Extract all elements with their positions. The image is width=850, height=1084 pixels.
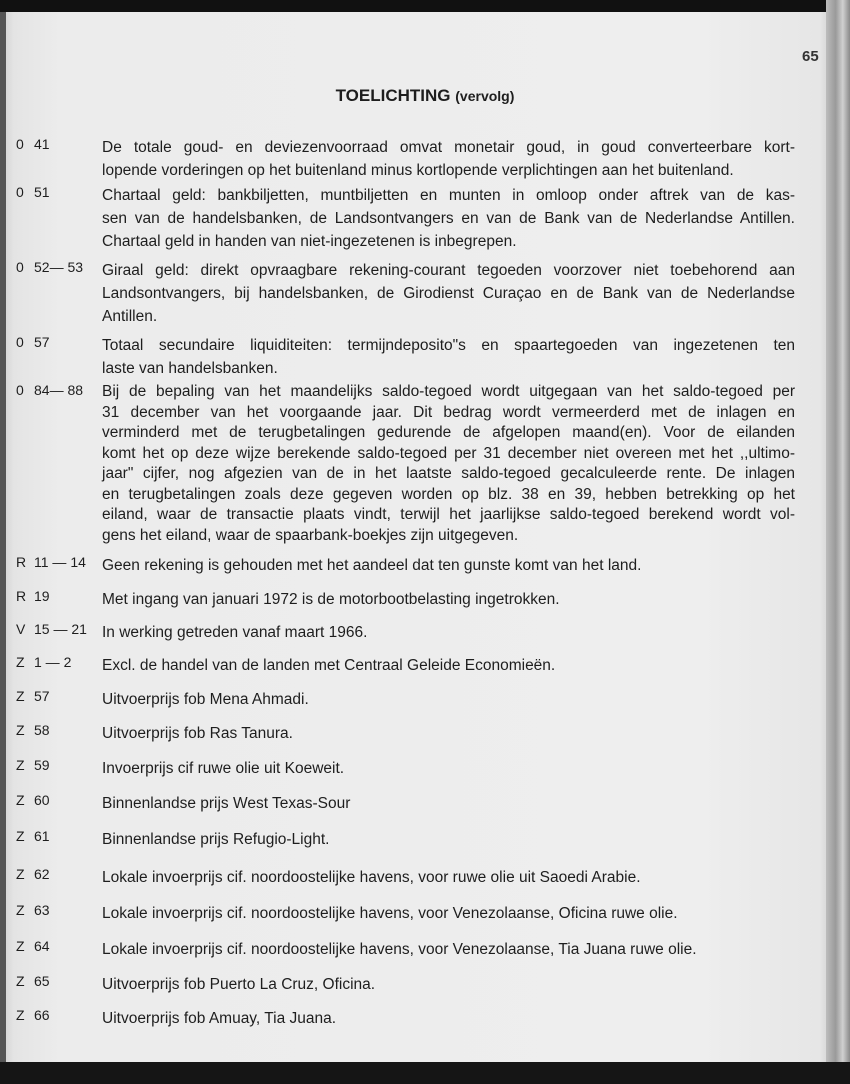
row-reference: 60 bbox=[34, 792, 50, 808]
scan-bottom-edge bbox=[0, 1062, 850, 1084]
table-letter: 0 bbox=[16, 382, 24, 398]
note-line: 31 december van het voorgaande jaar. Dit bedrag wordt vermeerderd met de inlagen en bbox=[102, 403, 795, 421]
table-letter: Z bbox=[16, 938, 25, 954]
table-letter: 0 bbox=[16, 136, 24, 152]
table-letter: Z bbox=[16, 688, 25, 704]
note-line: Giraal geld: direkt opvraagbare rekening-courant tegoeden voorzover niet toebehorend aan bbox=[102, 262, 795, 279]
page-number: 65 bbox=[802, 48, 819, 65]
table-letter: 0 bbox=[16, 334, 24, 350]
note-text bbox=[102, 866, 795, 889]
note-text bbox=[102, 382, 795, 546]
note-line: komt het op deze wijze berekende saldo-tegoed per 31 december niet overeen met het ,,ultimo- bbox=[102, 444, 795, 462]
row-reference: 11 — 14 bbox=[34, 554, 86, 570]
note-line: Invoerprijs cif ruwe olie uit Koeweit. bbox=[102, 760, 345, 777]
note-text bbox=[102, 259, 795, 328]
row-reference: 65 bbox=[34, 973, 50, 989]
binding-edge bbox=[0, 12, 6, 1062]
table-letter: 0 bbox=[16, 259, 24, 275]
note-line: Uitvoerprijs fob Ras Tanura. bbox=[102, 725, 293, 742]
note-line: en terugbetalingen zoals deze gegeven worden op blz. 38 en 39, hebben betrekking op het bbox=[102, 485, 795, 503]
note-text bbox=[102, 136, 795, 182]
table-letter: Z bbox=[16, 866, 25, 882]
note-line: Antillen. bbox=[102, 308, 158, 325]
table-letter: R bbox=[16, 554, 27, 570]
row-reference: 66 bbox=[34, 1007, 50, 1023]
note-line: Chartaal geld: bankbiljetten, muntbiljetten en munten in omloop onder aftrek van de kas- bbox=[102, 187, 795, 204]
note-line: jaar" cijfer, nog afgezien van de in het laatste saldo-tegoed gecalculeerde rente. De inlagen bbox=[102, 465, 795, 482]
row-reference: 19 bbox=[34, 588, 50, 604]
table-letter: Z bbox=[16, 654, 25, 670]
note-text bbox=[102, 757, 795, 780]
row-reference: 57 bbox=[34, 334, 50, 350]
note-line: Totaal secundaire liquiditeiten: termijndeposito"s en spaartegoeden van ingezetenen ten bbox=[102, 337, 795, 354]
table-letter: Z bbox=[16, 828, 25, 844]
table-letter: V bbox=[16, 621, 26, 637]
note-line: Lokale invoerprijs cif. noordoostelijke havens, voor Venezolaanse, Tia Juana ruwe olie. bbox=[102, 941, 697, 958]
title-main: TOELICHTING bbox=[335, 86, 451, 105]
table-letter: R bbox=[16, 588, 27, 604]
note-text bbox=[102, 334, 795, 380]
row-reference: 15 — 21 bbox=[34, 621, 87, 637]
row-reference: 51 bbox=[34, 184, 50, 200]
note-line: lopende vorderingen op het buitenland minus kortlopende verplichtingen aan het buitenland. bbox=[102, 162, 734, 179]
note-text bbox=[102, 973, 795, 996]
page-title bbox=[0, 86, 850, 106]
table-letter: Z bbox=[16, 757, 25, 773]
note-line: In werking getreden vanaf maart 1966. bbox=[102, 624, 368, 641]
row-reference: 64 bbox=[34, 938, 50, 954]
row-reference: 61 bbox=[34, 828, 50, 844]
note-line: Bij de bepaling van het maandelijks saldo-tegoed wordt uitgegaan van het saldo-tegoed per bbox=[102, 383, 795, 400]
note-line: De totale goud- en deviezenvoorraad omvat monetair goud, in goud converteerbare kort- bbox=[102, 139, 795, 156]
note-line: Lokale invoerprijs cif. noordoostelijke havens, voor ruwe olie uit Saoedi Arabie. bbox=[102, 869, 641, 886]
note-line: verminderd met de terugbetalingen gedurende de afgelopen maand(en). Voor de eilanden bbox=[102, 424, 795, 441]
note-line: Binnenlandse prijs Refugio-Light. bbox=[102, 831, 330, 848]
row-reference: 62 bbox=[34, 866, 50, 882]
row-reference: 84— 88 bbox=[34, 382, 84, 398]
note-text bbox=[102, 938, 795, 961]
note-line: Met ingang van januari 1972 is de motorbootbelasting ingetrokken. bbox=[102, 591, 560, 608]
row-reference: 59 bbox=[34, 757, 50, 773]
table-letter: Z bbox=[16, 792, 25, 808]
row-reference: 63 bbox=[34, 902, 50, 918]
note-text bbox=[102, 828, 795, 851]
note-line: Lokale invoerprijs cif. noordoostelijke havens, voor Venezolaanse, Oficina ruwe olie. bbox=[102, 905, 678, 922]
note-line: Geen rekening is gehouden met het aandeel dat ten gunste komt van het land. bbox=[102, 557, 642, 574]
note-text bbox=[102, 654, 795, 677]
row-reference: 52— 53 bbox=[34, 259, 84, 275]
note-text bbox=[102, 688, 795, 711]
page-stack-edge bbox=[826, 0, 850, 1084]
note-line: Uitvoerprijs fob Puerto La Cruz, Oficina. bbox=[102, 976, 376, 993]
note-line: Chartaal geld in handen van niet-ingezetenen is inbegrepen. bbox=[102, 233, 517, 250]
note-text bbox=[102, 792, 795, 815]
title-sub: (vervolg) bbox=[455, 88, 515, 104]
table-letter: Z bbox=[16, 1007, 25, 1023]
note-line: Uitvoerprijs fob Amuay, Tia Juana. bbox=[102, 1010, 337, 1027]
note-text bbox=[102, 621, 795, 644]
row-reference: 58 bbox=[34, 722, 50, 738]
note-line: Excl. de handel van de landen met Centraal Geleide Economieën. bbox=[102, 657, 556, 674]
note-line: eiland, waar de transactie plaats vindt, terwijl het jaarlijkse saldo-tegoed berekend wordt vol- bbox=[102, 506, 795, 523]
note-line: Uitvoerprijs fob Mena Ahmadi. bbox=[102, 691, 309, 708]
row-reference: 1 — 2 bbox=[34, 654, 72, 670]
note-line: gens het eiland, waar de spaarbank-boekjes zijn uitgegeven. bbox=[102, 526, 519, 544]
row-reference: 41 bbox=[34, 136, 50, 152]
table-letter: 0 bbox=[16, 184, 24, 200]
note-text bbox=[102, 722, 795, 745]
table-letter: Z bbox=[16, 722, 25, 738]
note-text bbox=[102, 184, 795, 253]
table-letter: Z bbox=[16, 902, 25, 918]
row-reference: 57 bbox=[34, 688, 50, 704]
note-line: laste van handelsbanken. bbox=[102, 360, 278, 377]
note-text bbox=[102, 902, 795, 925]
note-line: Landsontvangers, bij handelsbanken, de Girodienst Curaçao en de Bank van de Nederlandse bbox=[102, 285, 795, 302]
note-text bbox=[102, 1007, 795, 1030]
note-text bbox=[102, 554, 795, 577]
note-line: Binnenlandse prijs West Texas-Sour bbox=[102, 795, 351, 812]
table-letter: Z bbox=[16, 973, 25, 989]
note-line: sen van de handelsbanken, de Landsontvangers en van de Bank van de Nederlandse Antillen. bbox=[102, 210, 795, 227]
note-text bbox=[102, 588, 795, 611]
